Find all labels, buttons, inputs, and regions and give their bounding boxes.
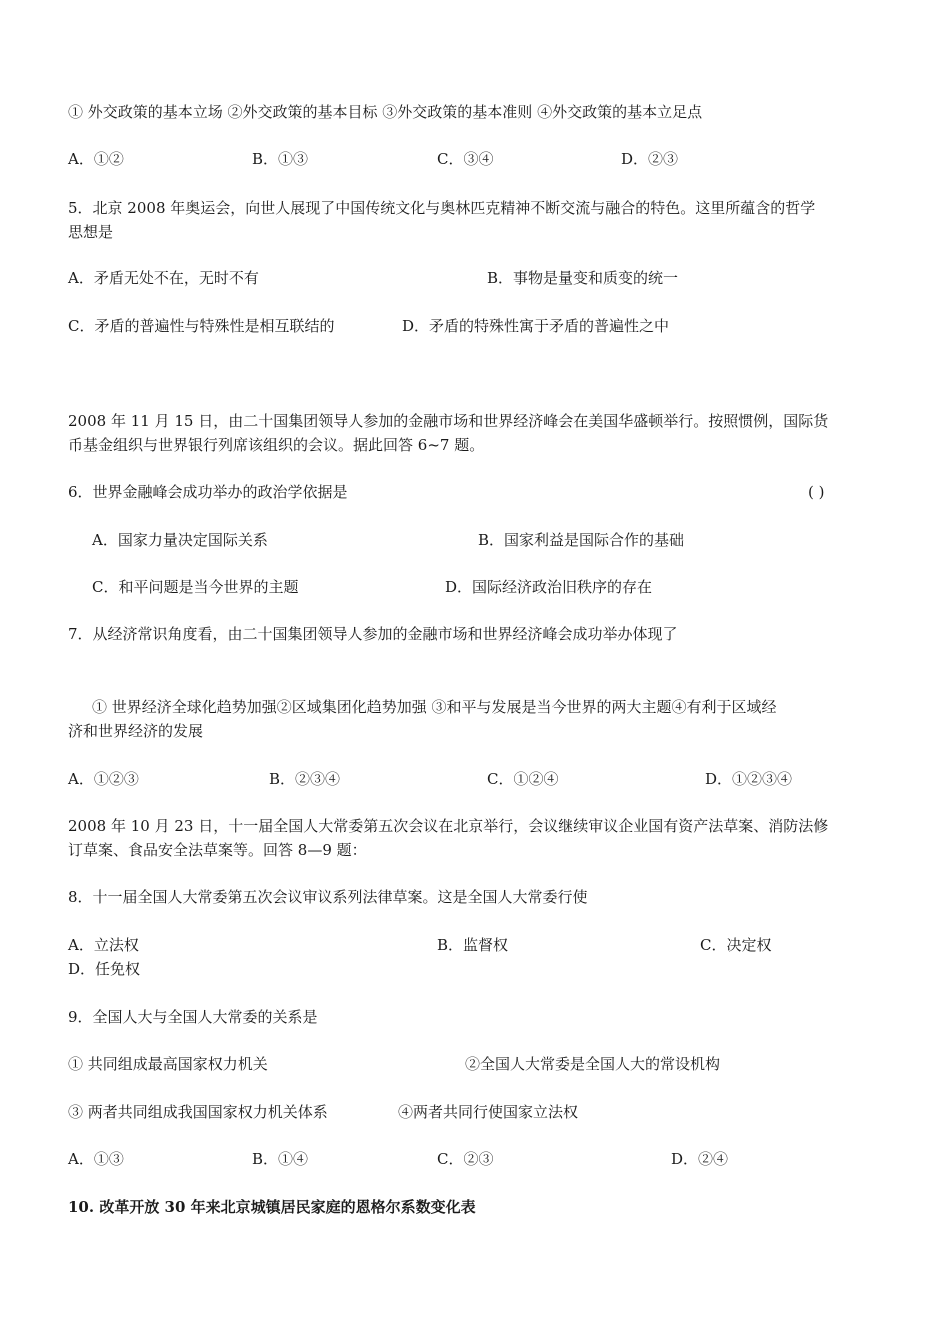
- q9-statement-4: ④两者共同行使国家立法权: [398, 1103, 579, 1121]
- q7-stem: 7．从经济常识角度看，由二十国集团领导人参加的金融市场和世界经济峰会成功举办体现了: [68, 625, 678, 643]
- q7-option-a: A．①②③: [68, 770, 139, 788]
- q6-option-a: A．国家力量决定国际关系: [92, 531, 268, 549]
- q7-statements-line2: 济和世界经济的发展: [68, 722, 204, 740]
- q9-option-b: B．①④: [252, 1150, 309, 1168]
- q9-statement-1: ① 共同组成最高国家权力机关: [68, 1055, 268, 1073]
- q5-stem-line1: 5．北京 2008 年奥运会，向世人展现了中国传统文化与奥林匹克精神不断交流与融合的特色。这里所蕴含的哲学: [68, 199, 816, 217]
- intro-6-7-line2: 币基金组织与世界银行列席该组织的会议。据此回答 6~7 题。: [68, 436, 485, 454]
- q6-option-c: C．和平问题是当今世界的主题: [92, 578, 299, 596]
- intro-6-7-line1: 2008 年 11 月 15 日，由二十国集团领导人参加的金融市场和世界经济峰会在美国华盛顿举行。按照惯例，国际货: [68, 412, 829, 430]
- q8-option-b: B．监督权: [437, 936, 509, 954]
- q9-option-a: A．①③: [68, 1150, 124, 1168]
- q9-option-c: C．②③: [437, 1150, 494, 1168]
- q9-option-d: D．②④: [671, 1150, 729, 1168]
- q4-option-b: B．①③: [252, 150, 309, 168]
- q5-option-c: C．矛盾的普遍性与特殊性是相互联结的: [68, 317, 335, 335]
- q9-statement-2: ②全国人大常委是全国人大的常设机构: [465, 1055, 721, 1073]
- q6-option-d: D．国际经济政治旧秩序的存在: [445, 578, 653, 596]
- q7-statements-line1: ① 世界经济全球化趋势加强②区域集团化趋势加强 ③和平与发展是当今世界的两大主题④有利于区域经: [92, 698, 777, 716]
- q4-option-a: A．①②: [68, 150, 124, 168]
- q9-statement-3: ③ 两者共同组成我国国家权力机关体系: [68, 1103, 328, 1121]
- q7-option-b: B．②③④: [269, 770, 341, 788]
- q5-stem-line2: 思想是: [68, 223, 114, 241]
- q7-option-c: C．①②④: [487, 770, 559, 788]
- q8-option-a: A．立法权: [68, 936, 139, 954]
- q4-option-d: D．②③: [621, 150, 679, 168]
- q4-option-c: C．③④: [437, 150, 494, 168]
- q8-option-d: D．任免权: [68, 960, 141, 978]
- q10-stem: 10. 改革开放 30 年来北京城镇居民家庭的恩格尔系数变化表: [68, 1198, 476, 1216]
- q8-option-c: C．决定权: [700, 936, 772, 954]
- q5-option-d: D．矛盾的特殊性寓于矛盾的普遍性之中: [402, 317, 670, 335]
- intro-8-9-line2: 订草案、食品安全法草案等。回答 8—9 题：: [68, 841, 367, 859]
- q5-option-a: A．矛盾无处不在，无时不有: [68, 269, 259, 287]
- q6-answer-bracket: ( ): [808, 483, 825, 501]
- q8-stem: 8．十一届全国人大常委第五次会议审议系列法律草案。这是全国人大常委行使: [68, 888, 588, 906]
- intro-8-9-line1: 2008 年 10 月 23 日，十一届全国人大常委第五次会议在北京举行，会议继续审议企业国有资产法草案、消防法修: [68, 817, 829, 835]
- q5-option-b: B．事物是量变和质变的统一: [487, 269, 679, 287]
- q4-statements: ① 外交政策的基本立场 ②外交政策的基本目标 ③外交政策的基本准则 ④外交政策的基本立足点: [68, 103, 703, 121]
- q6-stem: 6．世界金融峰会成功举办的政治学依据是: [68, 483, 348, 501]
- q6-option-b: B．国家利益是国际合作的基础: [478, 531, 685, 549]
- q9-stem: 9．全国人大与全国人大常委的关系是: [68, 1008, 318, 1026]
- q7-option-d: D．①②③④: [705, 770, 793, 788]
